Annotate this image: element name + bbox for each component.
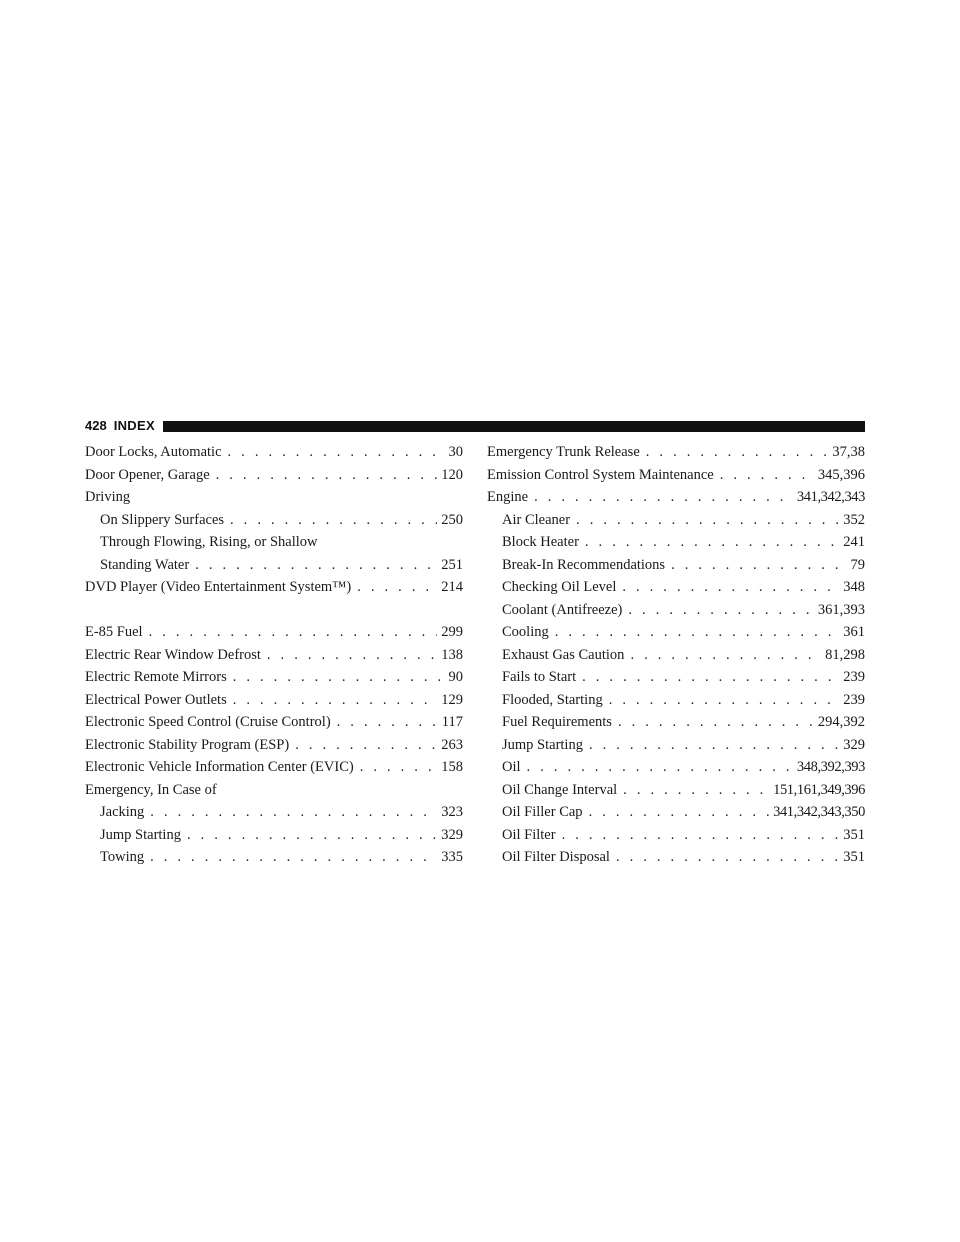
entry-page-ref: 263	[441, 736, 463, 753]
dot-leader	[360, 756, 438, 779]
dot-leader	[150, 801, 437, 824]
index-column-left	[85, 441, 463, 869]
dot-leader	[623, 779, 769, 802]
index-subentry	[487, 689, 865, 712]
index-subentry	[487, 644, 865, 667]
entry-page-ref: 81,298	[825, 646, 865, 663]
entry-page-ref: 348,392,393	[796, 759, 865, 775]
index-subentry	[487, 801, 865, 824]
entry-page-ref: 361,393	[817, 601, 865, 618]
entry-label: Oil	[502, 759, 521, 775]
index-subentry	[487, 599, 865, 622]
dot-leader	[562, 824, 840, 847]
dot-leader	[630, 644, 821, 667]
dot-leader	[228, 441, 445, 464]
entry-page-ref: 341,342,343	[796, 489, 865, 505]
dot-leader	[609, 689, 840, 712]
index-subentry	[487, 554, 865, 577]
dot-leader	[589, 734, 839, 757]
dot-leader	[720, 464, 814, 487]
entry-label: Electronic Vehicle Information Center (EVIC)	[85, 759, 354, 775]
entry-label: Door Opener, Garage	[85, 466, 210, 483]
entry-page-ref: 329	[441, 826, 463, 843]
entry-page-ref: 348	[843, 579, 865, 595]
index-entry	[85, 486, 463, 509]
entry-page-ref: 345,396	[817, 466, 865, 483]
dot-leader	[555, 621, 840, 644]
entry-label: Exhaust Gas Caution	[502, 646, 625, 663]
entry-page-ref: 251	[441, 556, 463, 573]
index-subentry	[487, 846, 865, 869]
dot-leader	[150, 846, 437, 869]
entry-label: Electric Remote Mirrors	[85, 669, 227, 685]
dot-leader	[618, 711, 814, 734]
entry-label: Engine	[487, 489, 529, 505]
entry-page-ref: 250	[441, 511, 463, 528]
entry-label: Electric Rear Window Defrost	[85, 646, 261, 663]
entry-label: Jump Starting	[502, 736, 583, 753]
index-subentry	[487, 734, 865, 757]
entry-page-ref: 158	[441, 759, 463, 775]
page-header	[85, 416, 865, 436]
entry-page-ref: 323	[441, 804, 463, 820]
dot-leader	[628, 599, 813, 622]
entry-label: Flooded, Starting	[502, 691, 603, 708]
dot-leader	[337, 711, 438, 734]
entry-label: Electronic Speed Control (Cruise Control)	[85, 714, 331, 730]
entry-label: Oil Filler Cap	[502, 804, 583, 820]
index-subentry	[487, 621, 865, 644]
index-subentry	[85, 824, 463, 847]
dot-leader	[357, 576, 437, 599]
entry-label: Oil Change Interval	[502, 781, 618, 798]
index-entry	[487, 486, 865, 509]
index-subentry	[85, 554, 463, 577]
dot-leader	[585, 531, 839, 554]
entry-page-ref: 329	[843, 736, 865, 753]
dot-leader	[233, 689, 438, 712]
dot-leader	[576, 509, 839, 532]
dot-leader	[616, 846, 839, 869]
page-number: 428	[85, 418, 107, 433]
index-entry	[85, 441, 463, 464]
entry-page-ref: 37,38	[832, 444, 865, 460]
dot-leader	[295, 734, 437, 757]
index-entry	[85, 621, 463, 644]
entry-label: Air Cleaner	[502, 511, 571, 528]
index-subentry	[487, 711, 865, 734]
entry-page-ref: 138	[441, 646, 463, 663]
index-subentry	[487, 531, 865, 554]
index-subentry	[487, 779, 865, 802]
entry-label: Towing	[100, 849, 145, 865]
entry-label: Checking Oil Level	[502, 579, 617, 595]
entry-page-ref: 79	[850, 556, 865, 573]
entry-page-ref: 335	[441, 849, 463, 865]
index-entry	[85, 756, 463, 779]
entry-page-ref: 299	[441, 624, 463, 640]
entry-label: Electronic Stability Program (ESP)	[85, 736, 290, 753]
entry-label: Door Locks, Automatic	[85, 444, 222, 460]
entry-label: Electrical Power Outlets	[85, 691, 227, 708]
index-column-right	[487, 441, 865, 869]
index-subentry	[85, 531, 463, 554]
entry-label: Cooling	[502, 624, 549, 640]
entry-label: E-85 Fuel	[85, 624, 143, 640]
dot-leader	[582, 666, 839, 689]
header-rule	[163, 421, 865, 432]
index-entry	[85, 689, 463, 712]
entry-label: Fails to Start	[502, 669, 577, 685]
index-entry	[85, 711, 463, 734]
entry-page-ref: 294,392	[817, 714, 865, 730]
index-entry	[487, 441, 865, 464]
entry-page-ref: 351	[843, 826, 865, 843]
index-subentry	[85, 846, 463, 869]
index-entry	[85, 464, 463, 487]
entry-page-ref: 151,161,349,396	[773, 781, 865, 798]
entry-page-ref: 214	[441, 579, 463, 595]
entry-label: Oil Filter	[502, 826, 556, 843]
entry-label: Coolant (Antifreeze)	[502, 601, 623, 618]
index-entry	[85, 666, 463, 689]
index-subentry	[487, 756, 865, 779]
index-entry	[85, 779, 463, 802]
index-subentry	[487, 666, 865, 689]
index-entry	[85, 576, 463, 599]
entry-label: Emission Control System Maintenance	[487, 466, 714, 483]
entry-label: Emergency Trunk Release	[487, 444, 640, 460]
entry-page-ref: 117	[441, 714, 463, 730]
dot-leader	[527, 756, 793, 779]
entry-label: Oil Filter Disposal	[502, 849, 610, 865]
index-subentry	[85, 509, 463, 532]
index-subentry	[487, 824, 865, 847]
entry-label: Break-In Recommendations	[502, 556, 666, 573]
dot-leader	[534, 486, 793, 509]
entry-page-ref: 90	[448, 669, 463, 685]
dot-leader	[671, 554, 846, 577]
dot-leader	[233, 666, 445, 689]
entry-page-ref: 352	[843, 511, 865, 528]
dot-leader	[230, 509, 437, 532]
entry-label: Jump Starting	[100, 826, 181, 843]
dot-leader	[267, 644, 437, 667]
entry-page-ref: 120	[441, 466, 463, 483]
entry-page-ref: 341,342,343,350	[773, 804, 865, 820]
dot-leader	[589, 801, 770, 824]
index-entry	[85, 734, 463, 757]
entry-page-ref: 239	[843, 669, 865, 685]
dot-leader	[646, 441, 829, 464]
index-entry	[487, 464, 865, 487]
entry-label: Driving	[85, 489, 131, 505]
index-subentry	[487, 576, 865, 599]
dot-leader	[149, 621, 438, 644]
entry-label: Standing Water	[100, 556, 190, 573]
dot-leader	[622, 576, 839, 599]
entry-page-ref: 239	[843, 691, 865, 708]
entry-label: On Slippery Surfaces	[100, 511, 225, 528]
entry-label: Through Flowing, Rising, or Shallow	[100, 534, 318, 550]
index-entry	[85, 644, 463, 667]
entry-label: Jacking	[100, 804, 145, 820]
index-subentry	[85, 801, 463, 824]
entry-page-ref: 351	[843, 849, 865, 865]
entry-label: Fuel Requirements	[502, 714, 612, 730]
dot-leader	[195, 554, 437, 577]
dot-leader	[216, 464, 438, 487]
entry-page-ref: 241	[843, 534, 865, 550]
index-spacer	[85, 599, 463, 622]
entry-page-ref: 129	[441, 691, 463, 708]
index-subentry	[487, 509, 865, 532]
entry-page-ref: 30	[448, 444, 463, 460]
entry-label: Emergency, In Case of	[85, 781, 217, 798]
dot-leader	[187, 824, 437, 847]
entry-label: DVD Player (Video Entertainment System™)	[85, 579, 352, 595]
entry-label: Block Heater	[502, 534, 579, 550]
section-title: INDEX	[113, 418, 155, 433]
entry-page-ref: 361	[843, 624, 865, 640]
